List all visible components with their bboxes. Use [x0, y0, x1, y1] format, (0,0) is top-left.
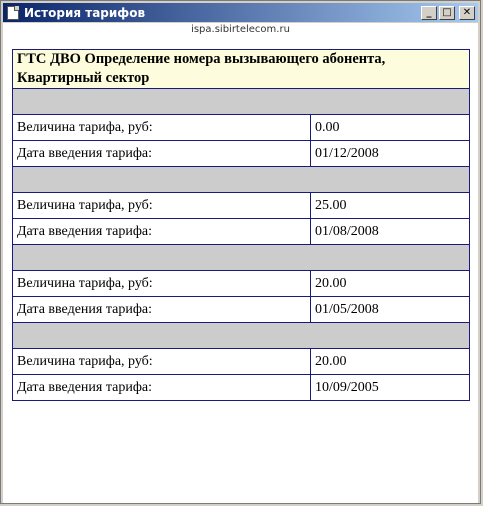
tariff-value-label: Величина тарифа, руб: — [13, 349, 311, 375]
separator-row — [13, 245, 470, 271]
tariff-history-table — [12, 49, 470, 401]
separator-row — [13, 167, 470, 193]
separator-row — [13, 89, 470, 115]
tariff-date-label: Дата введения тарифа: — [13, 141, 311, 167]
tariff-date-label: Дата введения тарифа: — [13, 297, 311, 323]
tariff-date: 01/08/2008 — [311, 219, 470, 245]
tariff-date: 01/05/2008 — [311, 297, 470, 323]
tariff-date: 01/12/2008 — [311, 141, 470, 167]
service-title: ГТС ДВО Определение номера вызывающего абонента, Квартирный сектор — [13, 50, 470, 89]
window-title: История тарифов — [24, 5, 146, 20]
tariff-date-label: Дата введения тарифа: — [13, 219, 311, 245]
tariff-value: 25.00 — [311, 193, 470, 219]
table-row — [13, 271, 470, 297]
separator-row — [13, 323, 470, 349]
document-icon — [7, 6, 19, 20]
table-row — [13, 349, 470, 375]
tariff-value: 0.00 — [311, 115, 470, 141]
tariff-value: 20.00 — [311, 271, 470, 297]
maximize-button[interactable]: □ — [439, 6, 455, 20]
table-header-row — [13, 50, 470, 89]
table-row — [13, 141, 470, 167]
tariff-date-label: Дата введения тарифа: — [13, 375, 311, 401]
tariff-value-label: Величина тарифа, руб: — [13, 115, 311, 141]
table-row — [13, 193, 470, 219]
title-bar[interactable] — [3, 3, 478, 22]
table-row — [13, 297, 470, 323]
table-row — [13, 115, 470, 141]
tariff-value: 20.00 — [311, 349, 470, 375]
tariff-value-label: Величина тарифа, руб: — [13, 271, 311, 297]
tariff-date: 10/09/2005 — [311, 375, 470, 401]
close-button[interactable]: ✕ — [459, 6, 475, 20]
address-text: ispa.sibirtelecom.ru — [3, 23, 478, 37]
table-row — [13, 375, 470, 401]
table-row — [13, 219, 470, 245]
tariff-value-label: Величина тарифа, руб: — [13, 193, 311, 219]
minimize-button[interactable]: _ — [421, 6, 437, 20]
